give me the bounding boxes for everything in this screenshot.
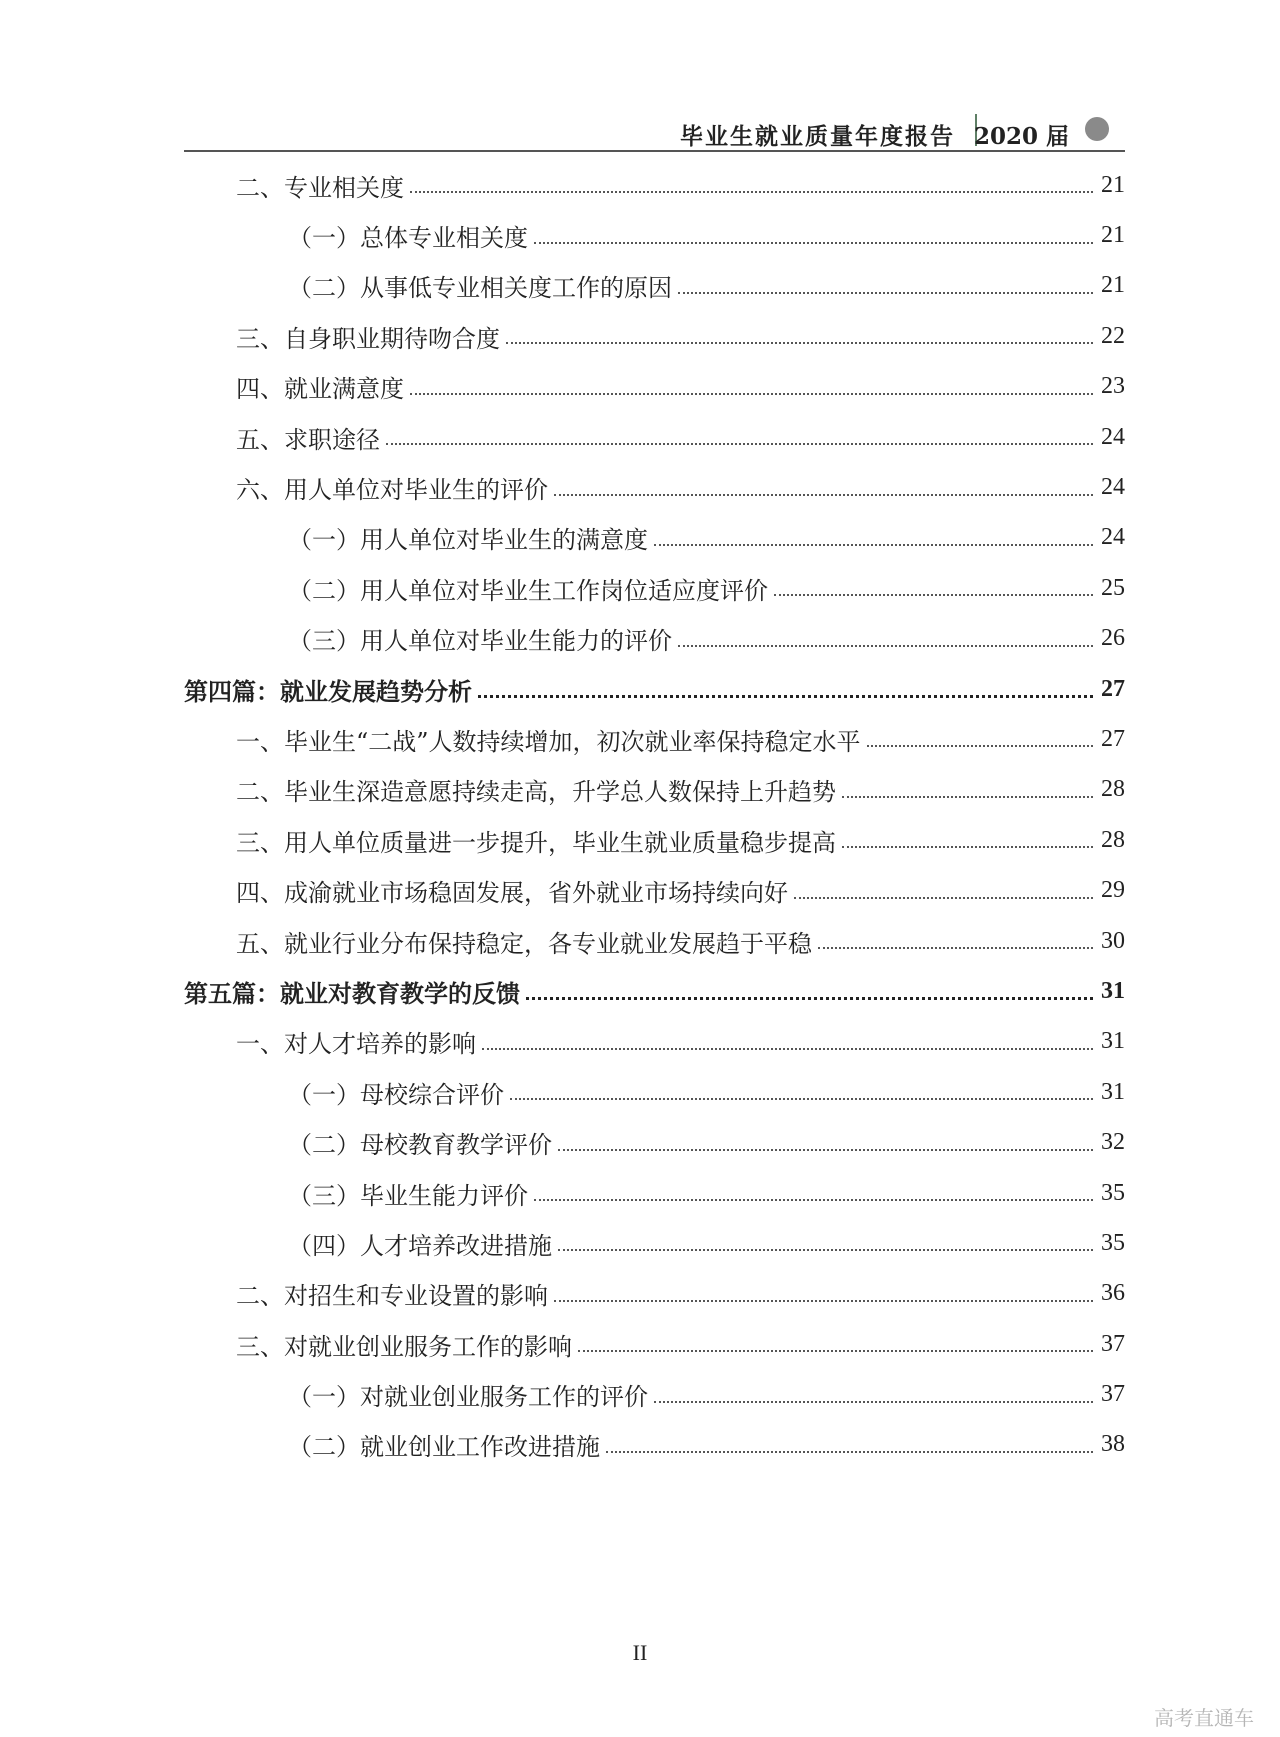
- toc-entry-page: 29: [1101, 877, 1125, 904]
- table-of-contents: [184, 160, 1125, 1470]
- toc-entry-page: 37: [1101, 1381, 1125, 1408]
- toc-dot-leader: [534, 240, 1093, 244]
- toc-entry-page: 26: [1101, 625, 1125, 652]
- toc-dot-leader: [506, 340, 1093, 344]
- toc-entry-page: 31: [1101, 1078, 1125, 1105]
- toc-entry-title: 五、求职途径: [236, 425, 380, 454]
- toc-dot-leader: [554, 1298, 1093, 1302]
- toc-entry[interactable]: [184, 261, 1125, 311]
- toc-entry-title: 四、就业满意度: [236, 375, 404, 404]
- toc-entry[interactable]: [184, 1420, 1125, 1470]
- toc-dot-leader: [558, 1147, 1093, 1151]
- toc-dot-leader: [510, 1096, 1093, 1100]
- toc-entry-title: （四）人才培养改进措施: [288, 1231, 552, 1260]
- toc-entry-page: 38: [1101, 1431, 1125, 1458]
- toc-entry-title: 三、对就业创业服务工作的影响: [236, 1332, 572, 1361]
- toc-dot-leader: [606, 1449, 1093, 1453]
- toc-dot-leader: [386, 441, 1093, 445]
- toc-entry[interactable]: [184, 614, 1125, 664]
- toc-entry-page: 30: [1101, 927, 1125, 954]
- toc-entry[interactable]: [184, 1369, 1125, 1419]
- toc-entry-page: 31: [1101, 977, 1125, 1004]
- report-year: 2020 届: [973, 123, 1069, 150]
- toc-entry[interactable]: [184, 1168, 1125, 1218]
- watermark: 高考直通车: [1154, 1706, 1254, 1730]
- toc-entry[interactable]: [184, 1218, 1125, 1268]
- toc-entry-page: 21: [1101, 222, 1125, 249]
- toc-entry-title: （一）对就业创业服务工作的评价: [288, 1383, 648, 1412]
- toc-entry-page: 28: [1101, 826, 1125, 853]
- toc-dot-leader: [774, 592, 1093, 596]
- toc-dot-leader: [654, 1399, 1093, 1403]
- toc-dot-leader: [867, 743, 1093, 747]
- toc-entry[interactable]: [184, 765, 1125, 815]
- toc-entry-page: 21: [1101, 272, 1125, 299]
- toc-entry-title: 二、对招生和专业设置的影响: [236, 1282, 548, 1311]
- toc-entry-title: 一、毕业生“二战”人数持续增加，初次就业率保持稳定水平: [236, 727, 861, 756]
- toc-entry-page: 22: [1101, 322, 1125, 349]
- toc-dot-leader: [554, 492, 1093, 496]
- toc-entry-page: 37: [1101, 1330, 1125, 1357]
- toc-dot-leader: [818, 945, 1093, 949]
- toc-entry[interactable]: [184, 462, 1125, 512]
- toc-entry-title: （二）母校教育教学评价: [288, 1131, 552, 1160]
- toc-entry-title: 三、用人单位质量进一步提升，毕业生就业质量稳步提高: [236, 828, 836, 857]
- header-dot-icon: [1085, 117, 1109, 141]
- toc-entry-title: （三）毕业生能力评价: [288, 1181, 528, 1210]
- toc-entry-title: 六、用人单位对毕业生的评价: [236, 476, 548, 505]
- toc-entry-title: 二、专业相关度: [236, 173, 404, 202]
- toc-entry[interactable]: [184, 160, 1125, 210]
- toc-entry-page: 21: [1101, 171, 1125, 198]
- page-number: II: [632, 1640, 648, 1665]
- toc-entry-page: 25: [1101, 574, 1125, 601]
- toc-entry-title: 四、成渝就业市场稳固发展，省外就业市场持续向好: [236, 879, 788, 908]
- toc-entry-title: 第四篇：就业发展趋势分析: [184, 676, 472, 706]
- report-title: 毕业生就业质量年度报告: [680, 123, 955, 150]
- toc-entry[interactable]: [184, 1319, 1125, 1369]
- toc-dot-leader: [534, 1197, 1093, 1201]
- toc-entry-title: （二）用人单位对毕业生工作岗位适应度评价: [288, 576, 768, 605]
- toc-entry[interactable]: [184, 916, 1125, 966]
- toc-entry[interactable]: [184, 513, 1125, 563]
- toc-dot-leader: [654, 542, 1093, 546]
- toc-entry-title: （二）从事低专业相关度工作的原因: [288, 274, 672, 303]
- toc-entry-page: 35: [1101, 1229, 1125, 1256]
- toc-entry[interactable]: [184, 311, 1125, 361]
- toc-entry-title: （一）母校综合评价: [288, 1080, 504, 1109]
- toc-dot-leader: [558, 1247, 1093, 1251]
- toc-entry-page: 31: [1101, 1028, 1125, 1055]
- toc-entry[interactable]: [184, 1117, 1125, 1167]
- toc-dot-leader: [526, 995, 1093, 1000]
- toc-entry[interactable]: [184, 664, 1125, 714]
- toc-dot-leader: [410, 391, 1093, 395]
- toc-entry[interactable]: [184, 865, 1125, 915]
- toc-entry-title: 二、毕业生深造意愿持续走高，升学总人数保持上升趋势: [236, 778, 836, 807]
- toc-dot-leader: [678, 643, 1093, 647]
- toc-entry[interactable]: [184, 815, 1125, 865]
- toc-entry-title: 一、对人才培养的影响: [236, 1030, 476, 1059]
- toc-entry[interactable]: [184, 1269, 1125, 1319]
- toc-entry[interactable]: [184, 563, 1125, 613]
- toc-entry-page: 24: [1101, 474, 1125, 501]
- toc-entry[interactable]: [184, 362, 1125, 412]
- toc-dot-leader: [410, 189, 1093, 193]
- toc-dot-leader: [578, 1348, 1093, 1352]
- toc-dot-leader: [842, 844, 1093, 848]
- toc-entry-page: 24: [1101, 524, 1125, 551]
- toc-dot-leader: [794, 895, 1093, 899]
- toc-entry[interactable]: [184, 1067, 1125, 1117]
- toc-entry-title: （一）用人单位对毕业生的满意度: [288, 526, 648, 555]
- toc-entry-page: 23: [1101, 373, 1125, 400]
- toc-entry-title: 第五篇：就业对教育教学的反馈: [184, 978, 520, 1008]
- toc-entry[interactable]: [184, 412, 1125, 462]
- toc-entry-page: 28: [1101, 776, 1125, 803]
- header-rule: [184, 150, 1125, 152]
- toc-dot-leader: [478, 693, 1093, 698]
- page-header: [184, 108, 1125, 150]
- toc-entry-page: 27: [1101, 725, 1125, 752]
- toc-dot-leader: [482, 1046, 1093, 1050]
- toc-entry-title: （二）就业创业工作改进措施: [288, 1433, 600, 1462]
- toc-dot-leader: [842, 794, 1093, 798]
- toc-entry[interactable]: [184, 1017, 1125, 1067]
- toc-entry-page: 27: [1101, 675, 1125, 702]
- toc-entry-page: 32: [1101, 1129, 1125, 1156]
- toc-entry[interactable]: [184, 966, 1125, 1016]
- toc-entry-page: 24: [1101, 423, 1125, 450]
- toc-entry-title: （一）总体专业相关度: [288, 224, 528, 253]
- toc-entry[interactable]: [184, 714, 1125, 764]
- toc-entry-page: 35: [1101, 1179, 1125, 1206]
- toc-entry-title: 三、自身职业期待吻合度: [236, 324, 500, 353]
- toc-dot-leader: [678, 290, 1093, 294]
- toc-entry-title: 五、就业行业分布保持稳定，各专业就业发展趋于平稳: [236, 929, 812, 958]
- toc-entry-title: （三）用人单位对毕业生能力的评价: [288, 627, 672, 656]
- toc-entry[interactable]: [184, 210, 1125, 260]
- toc-entry-page: 36: [1101, 1280, 1125, 1307]
